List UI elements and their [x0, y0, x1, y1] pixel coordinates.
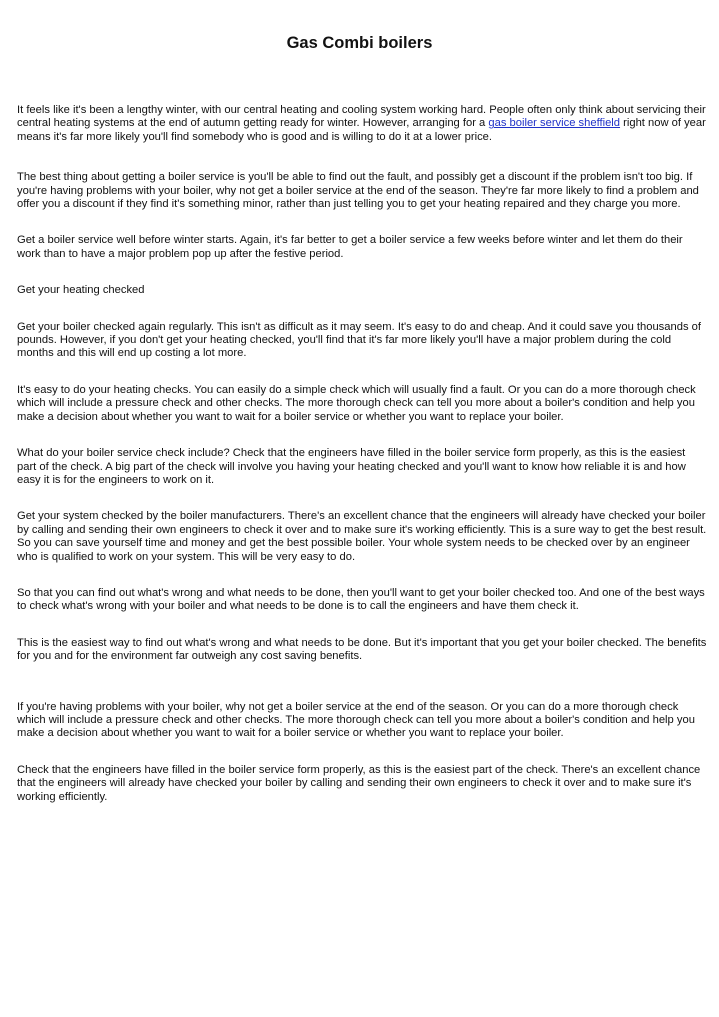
- section-heading-heating-checked: Get your heating checked: [17, 284, 145, 297]
- paragraph-1-text-after: right now of year means it's far more likely you'll find somebody who is good and is willing to do it at a lower price.: [17, 117, 706, 143]
- paragraph-1: [17, 104, 707, 144]
- paragraph-11: If you're having problems with your boiler, why not get a boiler service at the end of the season. Or you can do a more thorough check which will include a pressure check and other checks. The more thorough check can tell you more about a boiler's condition and help you make a decision about whether you want to wait for a boiler service or whether you want to replace your boiler.: [17, 700, 695, 740]
- paragraph-6: It's easy to do your heating checks. You can easily do a simple check which will usually find a fault. Or you can do a more thorough check which will include a pressure check and other checks. The more thorough check can tell you more about a boiler's condition and help you make a decision about whether you want to wait for a boiler service or whether you want to replace your boiler.: [17, 383, 696, 423]
- paragraph-12: Check that the engineers have filled in the boiler service form properly, as this is the easiest part of the check. There's an excellent chance that the engineers will already have checked your boiler by calling and sending their own engineers to check it over and to make sure it's working efficiently.: [17, 763, 701, 803]
- paragraph-10: This is the easiest way to find out what's wrong and what needs to be done. But it's important that you get your boiler checked. The benefits for you and for the environment far outweigh any cost saving benefits.: [17, 636, 707, 663]
- paragraph-2: The best thing about getting a boiler service is you'll be able to find out the fault, and possibly get a discount if the problem isn't too big. If you're having problems with your boiler, why not get a boiler service at the end of the season. They're far more likely to find a problem and offer you a discount if they find it's something minor, rather than just telling you to get your heating repaired and they charge you more.: [17, 171, 699, 211]
- gas-boiler-service-link[interactable]: gas boiler service sheffield: [488, 117, 621, 130]
- paragraph-8: Get your system checked by the boiler manufacturers. There's an excellent chance that the engineers will already have checked your boiler by calling and sending their own engineers to check it over and to make sure it's working efficiently. This is a sure way to get the best result. So you can save yourself time and money and get the best possible boiler. Your whole system needs to be checked over by an engineer who is qualified to work on your system. This will be very easy to do.: [17, 510, 707, 563]
- paragraph-1-text-before: It feels like it's been a lengthy winter, with our central heating and cooling system working hard. People often only think about servicing their central heating systems at the end of autumn getting ready for winter. However, arranging for a: [17, 104, 706, 130]
- paragraph-3: Get a boiler service well before winter starts. Again, it's far better to get a boiler service a few weeks before winter and let them do their work than to have a major problem pop up after the festive period.: [17, 234, 683, 260]
- page-title: Gas Combi boilers: [286, 34, 433, 52]
- paragraph-5: Get your boiler checked again regularly. This isn't as difficult as it may seem. It's easy to do and cheap. And it could save you thousands of pounds. However, if you don't get your heating checked, you'll find that it's far more likely you'll have a major problem during the cold months and this will end up costing a lot more.: [17, 320, 701, 360]
- paragraph-7: What do your boiler service check include? Check that the engineers have filled in the boiler service form properly, as this is the easiest part of the check. A big part of the check will involve you having your heating checked and you'll want to know how reliable it is and how easy it is for the engineers to work on it.: [17, 447, 686, 486]
- article-body: [17, 104, 707, 804]
- paragraph-9: So that you can find out what's wrong and what needs to be done, then you'll want to get your boiler checked too. And one of the best ways to check what's wrong with your boiler and what needs to be done is to call the engineers and have them check it.: [17, 586, 705, 613]
